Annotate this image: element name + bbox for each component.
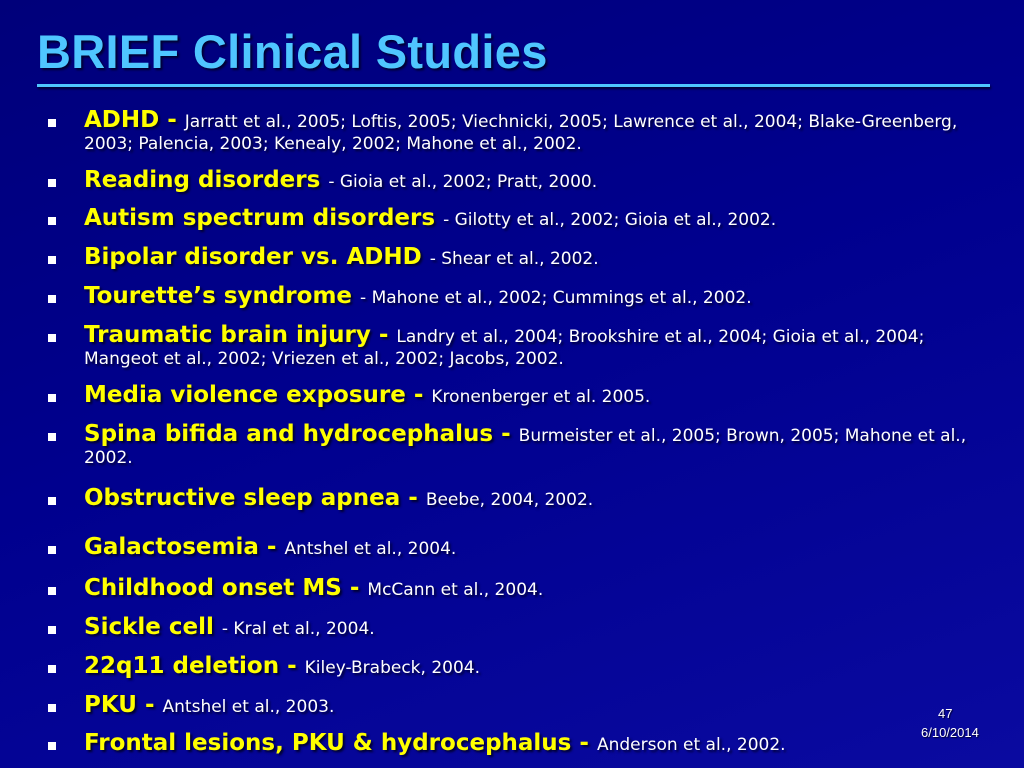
bullet-icon: [48, 704, 56, 712]
bullet-icon: [48, 334, 56, 342]
references: Beebe, 2004, 2002.: [425, 490, 594, 510]
list-item: [84, 614, 999, 640]
list-item: [84, 653, 999, 679]
separator: -: [370, 322, 397, 348]
separator: -: [405, 382, 432, 408]
bullet-icon: [48, 497, 56, 505]
title-underline: [37, 84, 990, 87]
list-item: [84, 107, 999, 155]
topic-label: Autism spectrum disorders: [84, 205, 436, 231]
topic-label: Obstructive sleep apnea: [84, 485, 401, 511]
slide-title: BRIEF Clinical Studies: [37, 25, 548, 78]
references: Antshel et al., 2003.: [162, 697, 335, 717]
bullet-icon: [48, 179, 56, 187]
separator: -: [258, 534, 285, 560]
list-item: [84, 382, 999, 408]
references: Anderson et al., 2002.: [596, 735, 786, 755]
topic-label: Traumatic brain injury: [84, 322, 371, 348]
references: - Gioia et al., 2002; Pratt, 2000.: [328, 172, 598, 192]
references: Kiley-Brabeck, 2004.: [304, 658, 480, 678]
bullet-icon: [48, 295, 56, 303]
list-item: [84, 485, 999, 511]
topic-label: Bipolar disorder vs. ADHD: [84, 244, 422, 270]
slide-date: 6/10/2014: [921, 725, 979, 740]
topic-label: Frontal lesions, PKU & hydrocephalus: [84, 730, 572, 756]
bullet-icon: [48, 433, 56, 441]
references: Kronenberger et al. 2005.: [431, 387, 651, 407]
list-item: [84, 534, 999, 560]
bullet-icon: [48, 394, 56, 402]
separator: -: [571, 730, 597, 756]
bullet-icon: [48, 217, 56, 225]
separator: [422, 244, 430, 270]
references: Jarratt et al., 2005; Loftis, 2005; Viechnicki, 2005; Lawrence et al., 2004; Blake-Greenberg, 2003; Palencia, 2003; Kenealy, 2002; Mahone et al., 2002.: [84, 112, 958, 154]
separator: -: [493, 421, 519, 447]
topic-label: PKU: [84, 692, 137, 718]
topic-label: Tourette’s syndrome: [84, 283, 353, 309]
topic-label: Galactosemia: [84, 534, 259, 560]
bullet-icon: [48, 742, 56, 750]
topic-label: Sickle cell: [84, 614, 214, 640]
topic-label: 22q11 deletion: [84, 653, 280, 679]
bullet-icon: [48, 119, 56, 127]
topic-label: Spina bifida and hydrocephalus: [84, 421, 494, 447]
list-item: [84, 167, 999, 193]
references: Landry et al., 2004; Brookshire et al., 2004; Gioia et al., 2004; Mangeot et al., 2002; Vriezen et al., 2002; Jacobs, 2002.: [84, 327, 925, 369]
list-item: [84, 244, 999, 270]
separator: -: [279, 653, 305, 679]
bullet-icon: [48, 626, 56, 634]
list-item: [84, 205, 999, 231]
separator: -: [400, 485, 426, 511]
topic-label: Childhood onset MS: [84, 575, 342, 601]
topic-label: Reading disorders: [84, 167, 321, 193]
bullet-icon: [48, 546, 56, 554]
list-item: [84, 730, 999, 756]
slide-number: 47: [938, 706, 953, 721]
list-item: [84, 575, 999, 601]
references: McCann et al., 2004.: [367, 580, 544, 600]
separator: -: [159, 107, 185, 133]
separator: [214, 614, 222, 640]
list-item: [84, 322, 999, 370]
references: - Mahone et al., 2002; Cummings et al., 2002.: [360, 288, 752, 308]
references: - Gilotty et al., 2002; Gioia et al., 2002.: [443, 210, 777, 230]
bullet-icon: [48, 587, 56, 595]
references: Antshel et al., 2004.: [284, 539, 457, 559]
list-item: [84, 692, 999, 718]
topic-label: ADHD: [84, 107, 160, 133]
separator: [435, 205, 443, 231]
separator: [352, 283, 360, 309]
list-item: [84, 283, 999, 309]
separator: -: [341, 575, 368, 601]
bullet-icon: [48, 256, 56, 264]
bullet-icon: [48, 665, 56, 673]
topic-label: Media violence exposure: [84, 382, 406, 408]
references: Burmeister et al., 2005; Brown, 2005; Mahone et al., 2002.: [84, 426, 967, 468]
references: - Shear et al., 2002.: [429, 249, 599, 269]
list-item: [84, 421, 999, 469]
separator: -: [136, 692, 163, 718]
references: - Kral et al., 2004.: [221, 619, 375, 639]
